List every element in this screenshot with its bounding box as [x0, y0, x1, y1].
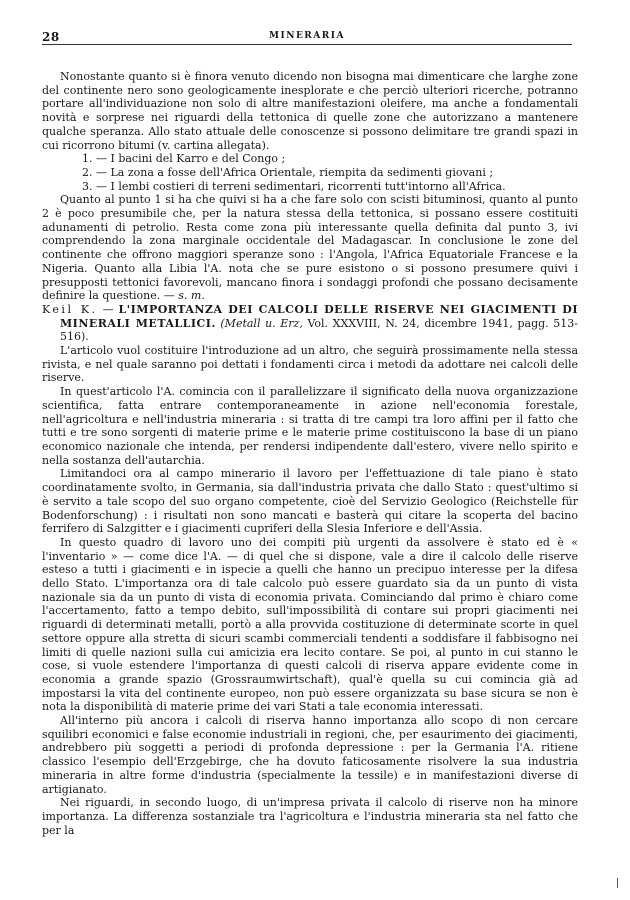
conclusion-paragraph: Quanto al punto 1 si ha che quivi si ha a che fare solo con scisti bituminosi, quanto al punto 2 è poco presumibile che, per la natura stessa della tettonica, si possano essere costituiti adunamenti di petrolio. Resta come zona più interessante quella definita dal punto 3, ivi comprendendo la zona marginale occidentale del Madagascar. In conclusione le zone del continente che offrono maggiori speranze sono : l'Angola, l'Africa Equatoriale Francese e la Nigeria. Quanto alla Libia l'A. nota che se pure esistono o si possono presumere quivi i presupposti tettonici favorevoli, mancano finora i sondaggi profondi che possano decisamente definire la questione. — s. m.: [42, 193, 578, 303]
review-paragraph: Nei riguardi, in secondo luogo, di un'impresa privata il calcolo di riserve non ha minore importanza. La differenza sostanziale tra l'agricoltura e l'industria mineraria sta nel fatto che per la: [42, 796, 578, 837]
article-title: L'IMPORTANZA DEI CALCOLI DELLE RISERVE NEI GIACIMENTI DI MINERALI METALLICI.: [60, 302, 578, 330]
running-title: MINERARIA: [269, 31, 345, 41]
list-item: 2. — La zona a fosse dell'Africa Orientale, riempita da sedimenti giovani ;: [82, 165, 494, 179]
body-text: [42, 70, 578, 837]
citation-details: Vol. XXXVIII, N. 24, dicembre 1941, pagg. 513-516).: [60, 316, 578, 344]
author-signature: s. m.: [178, 289, 205, 303]
review-paragraph: In questo quadro di lavoro uno dei compiti più urgenti da assolvere è stato ed è « l'inventario » — come dice l'A. — di quel che si dispone, vale a dire il calcolo delle riserve esteso a tutti i giacimenti e in ispecie a quelli che hanno un precipuo interesse per la difesa dello Stato. L'importanza ora di tale calcolo può essere guardato sia da un punto di vista nazionale sia da un punto di vista di economia privata. Cominciando dal primo è chiaro come l'accertamento, fatto a tempo debito, sull'impossibilità di contare sui propri giacimenti nei riguardi di determinati metalli, portò a alla provvida costituzione di determinate scorte in quel settore oppure alla stretta di sicuri scambi commerciali tendenti a soddisfare il fabbisogno nei limiti di quelle nazioni sulla cui amicizia era lecito contare. Se poi, al punto in cui stanno le cose, si vuole estendere l'importanza di questi calcoli di riserva appare evidente come in economia a grande spazio (Grossraumwirtschaft), qual'è quella su cui comincia già ad impostarsi la vita del continente europeo, non può essere organizzata su base sicura se non è nota la disponibilità di materie prime dei vari Stati a tale economia interessati.: [42, 535, 578, 714]
page-number: 28: [42, 30, 60, 44]
review-paragraph: Limitandoci ora al campo minerario il lavoro per l'effettuazione di tale piano è stato coordinatamente svolto, in Germania, sia dall'industria privata che dallo Stato : quest'ultimo si è servito a tale scopo del suo organo competente, cioè del Servizio Geologico (Reichstelle für Bodenforschung) : i risultati non sono mancati e basterà qui citare la scoperta del bacino ferrifero di Salzgitter e i giacimenti cupriferi della Slesia Inferiore e dell'Assia.: [42, 467, 578, 536]
margin-mark: [617, 878, 618, 888]
list-item: 1. — I bacini del Karro e del Congo ;: [82, 152, 286, 166]
review-paragraph: In quest'articolo l'A. comincia con il parallelizzare il significato della nuova organizzazione scientifica, fatta entrare contemporaneamente in azione nell'economia forestale, nell'agricoltura e nell'industria mineraria : si tratta di tre campi tra loro affini per il fatto che tutti e tre sono sorgenti di materie prime e le materie prime costituiscono la base di un piano economico nazionale che intenda, per rendersi indipendente dall'estero, vivere nello spirito e nella sostanza dell'autarchia.: [42, 385, 578, 467]
review-paragraph: All'interno più ancora i calcoli di riserva hanno importanza allo scopo di non cercare squilibri economici e false economie industriali in regioni, che, per esaurimento dei giacimenti, andrebbero più soggetti a periodi di profonda depressione : per la Germania l'A. ritiene classico l'esempio dell'Erzgebirge, che ha dovuto faticosamente risolvere la sua industria mineraria in altre forme d'industria (specialmente la tessile) e in manifestazioni diverse di artigianato.: [42, 714, 578, 796]
page-header: [42, 24, 572, 45]
journal-name: (Metall u. Erz,: [220, 316, 303, 330]
intro-paragraph: Nonostante quanto si è finora venuto dicendo non bisogna mai dimenticare che larghe zone del continente nero sono geologicamente inesplorate e che perciò ulteriori ricerche, potranno portare all'individuazione non solo di altre manifestazioni oleifere, ma anche a fondamentali novità e sorprese nei riguardi della tettonica di quelle zone che autorizzano a mantenere qualche speranza. Allo stato attuale delle conoscenze si possono delimitare tre grandi spazi in cui ricorrono bitumi (v. cartina allegata).: [42, 70, 578, 152]
bitumen-zones-list: [42, 152, 578, 193]
list-item: 3. — I lembi costieri di terreni sedimentari, ricorrenti tutt'intorno all'Africa.: [82, 179, 506, 193]
review-paragraph: L'articolo vuol costituire l'introduzione ad un altro, che seguirà prossimamente nella stessa rivista, e nel quale saranno poi dettati i fondamenti circa i metodi da adottare nei calcoli delle riserve.: [42, 344, 578, 385]
review-heading: Keil K. — L'IMPORTANZA DEI CALCOLI DELLE RISERVE NEI GIACIMENTI DI MINERALI METALLICI. (Metall u. Erz, Vol. XXXVIII, N. 24, dicembre 1941, pagg. 513-516).: [42, 302, 578, 344]
review-author: Keil K.: [42, 302, 98, 316]
